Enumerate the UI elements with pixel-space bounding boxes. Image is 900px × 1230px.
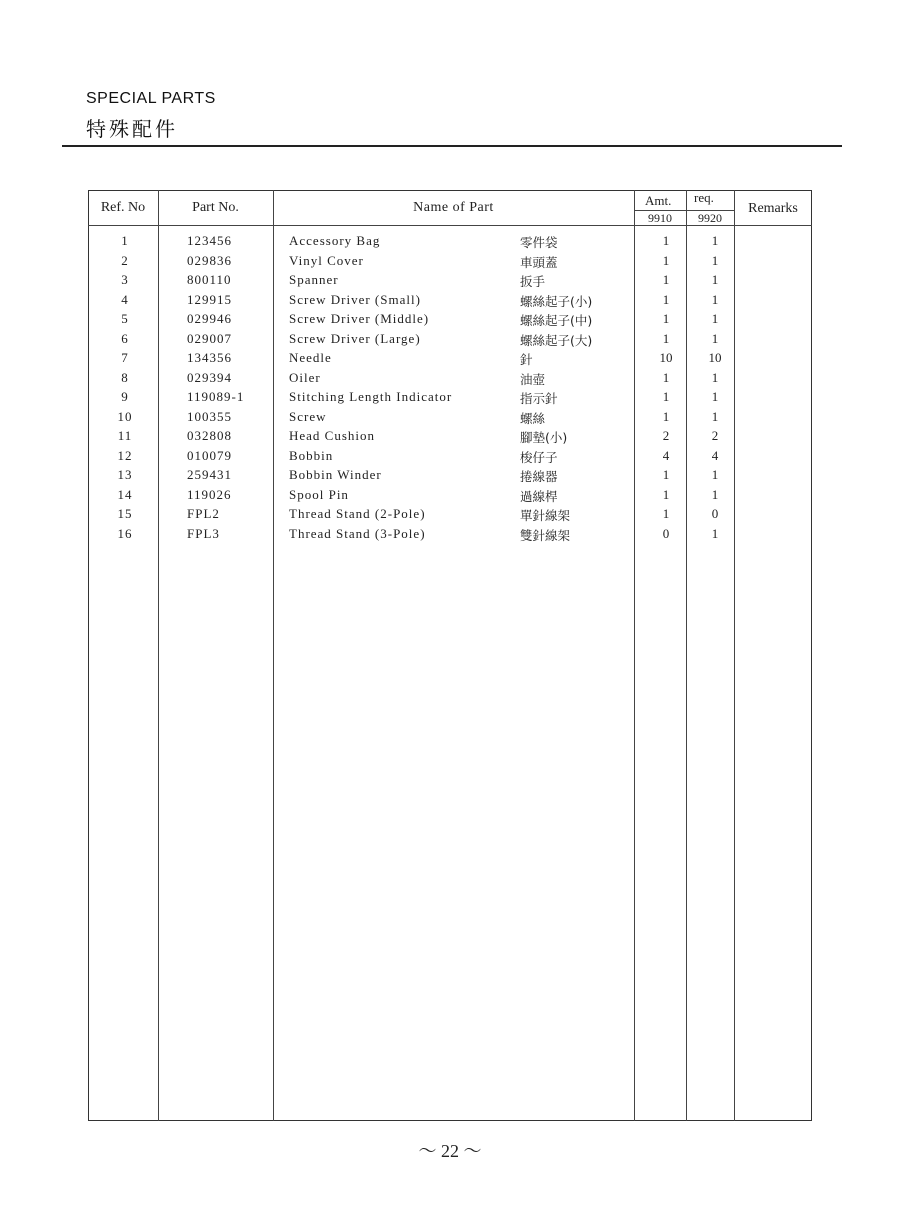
part-name-zh: 腳墊(小) [520,430,568,445]
header-part-no: Part No. [192,200,239,215]
ref-no: 16 [117,525,133,541]
table-row [0,506,900,526]
part-name: Head Cushion [289,428,376,443]
part-name: Needle [289,350,332,365]
amt-9920: 1 [711,311,719,326]
header-remarks: Remarks [748,201,798,216]
table-row [0,272,900,292]
part-name-zh: 螺絲起子(中) [520,313,593,328]
part-name-zh: 雙針線架 [520,527,571,543]
part-name: Screw Driver (Middle) [289,311,430,326]
ref-no: 2 [121,252,129,268]
amt-9920: 1 [711,233,719,248]
table-body [0,233,900,545]
ref-no: 4 [121,291,129,307]
part-no: 800110 [187,272,232,287]
amt-9910: 10 [659,350,673,365]
part-name-zh: 扳手 [520,274,546,289]
part-no: 134356 [187,350,232,365]
part-name: Accessory Bag [289,233,381,248]
amt-9920: 10 [708,350,722,365]
amt-9920: 0 [711,506,719,521]
part-no: 100355 [187,408,232,424]
part-name-zh: 螺絲起子(小) [520,293,593,309]
part-no: 129915 [187,291,232,307]
ref-no: 1 [121,233,129,248]
part-name: Vinyl Cover [289,252,364,268]
amt-9910: 1 [662,506,670,521]
ref-no: 14 [117,486,133,502]
part-name: Screw [289,408,327,424]
table-row [0,389,900,409]
amt-9920: 1 [711,389,719,404]
part-name: Stitching Length Indicator [289,389,453,404]
ref-no: 7 [121,350,129,365]
part-name-zh: 單針線架 [520,508,571,523]
part-no: 029007 [187,330,232,346]
amt-9910: 1 [662,369,670,385]
amt-9910: 4 [662,447,670,463]
amt-9910: 1 [662,408,670,424]
part-no: 123456 [187,233,232,248]
amt-9910: 1 [662,311,670,326]
table-row [0,233,900,253]
ref-no: 8 [121,369,129,385]
part-name-zh: 過線桿 [520,488,558,504]
table-row [0,467,900,487]
part-name-zh: 指示針 [520,391,558,406]
part-name: Bobbin [289,447,334,463]
amt-9920: 1 [711,272,719,287]
amt-9920: 1 [711,486,719,502]
amt-9910: 1 [662,233,670,248]
amt-9910: 1 [662,486,670,502]
header-ref-no: Ref. No [100,200,146,215]
ref-no: 12 [117,447,133,463]
amt-9910: 2 [662,428,670,443]
amt-9920: 4 [711,447,719,463]
part-no: 029394 [187,369,232,385]
amt-9910: 0 [662,525,670,541]
amt-9920: 1 [711,369,719,385]
amt-9910: 1 [662,291,670,307]
page-number: ～ 22 ～ [418,1141,482,1161]
part-name-zh: 車頭蓋 [520,254,558,270]
part-no: FPL3 [187,525,220,541]
part-no: 029836 [187,252,232,268]
ref-no: 6 [121,330,129,346]
part-name-zh: 零件袋 [520,235,558,250]
part-name: Thread Stand (2-Pole) [289,506,426,521]
part-name-zh: 捲線器 [520,469,558,484]
header-req: req. [694,190,714,205]
part-name-zh: 針 [520,352,533,367]
table-row [0,487,900,507]
amt-9920: 1 [711,330,719,346]
part-no: 259431 [187,467,232,482]
table-row [0,409,900,429]
part-name-zh: 螺絲起子(大) [520,332,593,348]
amt-9920: 2 [711,428,719,443]
part-name: Spool Pin [289,486,349,502]
ref-no: 13 [117,467,133,482]
table-row [0,370,900,390]
table-row [0,253,900,273]
part-name-zh: 螺絲 [520,410,546,426]
table-row [0,311,900,331]
table-row [0,448,900,468]
header-amt: Amt. [645,193,672,208]
table-row [0,526,900,546]
amt-9920: 1 [711,467,719,482]
ref-no: 5 [121,311,129,326]
part-no: 119089-1 [187,389,245,404]
part-no: 010079 [187,447,232,463]
ref-no: 3 [121,272,129,287]
part-name: Oiler [289,369,321,385]
part-no: 032808 [187,428,232,443]
ref-no: 11 [117,428,133,443]
title-rule [62,145,842,147]
ref-no: 9 [121,389,129,404]
table-row [0,331,900,351]
amt-9920: 1 [711,525,719,541]
part-name-zh: 油壺 [520,371,546,387]
part-name: Screw Driver (Small) [289,291,421,307]
header-model-9920: 9920 [698,211,722,225]
amt-9910: 1 [662,389,670,404]
page-title-zh: 特殊配件 [86,117,178,141]
part-name: Bobbin Winder [289,467,382,482]
table-row [0,428,900,448]
page-title-en: SPECIAL PARTS [86,90,216,107]
table-row [0,292,900,312]
part-no: 029946 [187,311,232,326]
table-row [0,350,900,370]
amt-9920: 1 [711,408,719,424]
ref-no: 10 [117,408,133,424]
part-name-zh: 梭仔子 [520,449,558,465]
amt-9910: 1 [662,252,670,268]
part-no: 119026 [187,486,232,502]
ref-no: 15 [117,506,133,521]
amt-9910: 1 [662,330,670,346]
amt-9910: 1 [662,467,670,482]
part-name: Screw Driver (Large) [289,330,421,346]
amt-9920: 1 [711,291,719,307]
header-name-of-part: Name of Part [413,200,494,215]
amt-9910: 1 [662,272,670,287]
part-name: Spanner [289,272,339,287]
part-name: Thread Stand (3-Pole) [289,525,426,541]
amt-9920: 1 [711,252,719,268]
part-no: FPL2 [187,506,220,521]
header-model-9910: 9910 [648,211,672,225]
